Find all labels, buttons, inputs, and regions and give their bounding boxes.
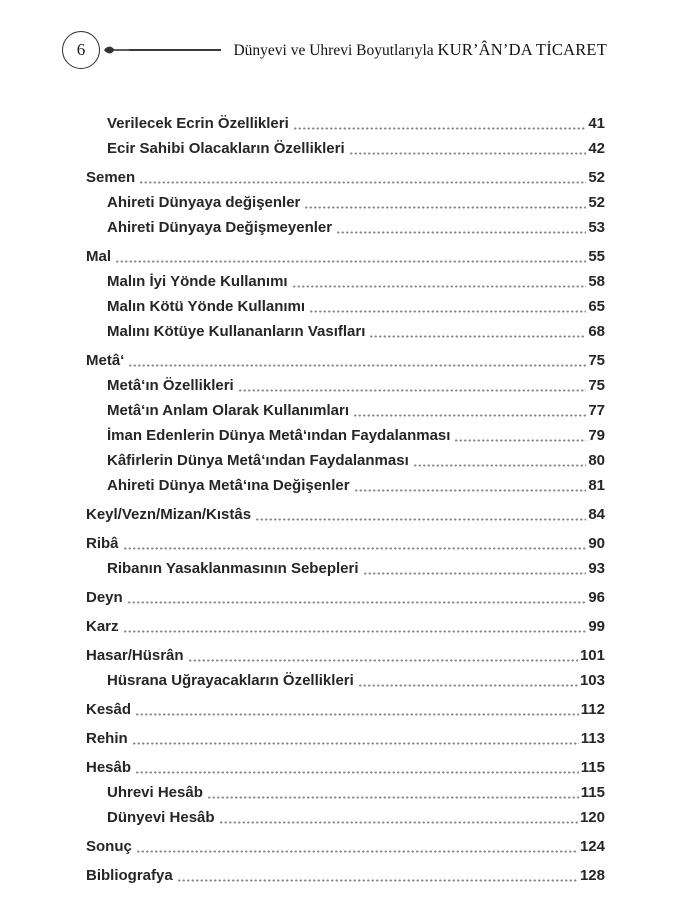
toc-entry-label: Metâ‘ın Anlam Olarak Kullanımları (107, 402, 350, 419)
toc-leader-dots (304, 206, 586, 209)
toc-entry (86, 754, 605, 779)
toc-entry-page: 120 (579, 809, 605, 826)
toc-leader-dots (123, 547, 587, 550)
toc-entry-page: 65 (588, 298, 605, 315)
toc-entry-label: Dünyevi Hesâb (107, 809, 215, 826)
toc-entry-label: Ahireti Dünyaya Değişmeyenler (107, 219, 333, 236)
toc-entry (86, 613, 605, 638)
toc-entry-label: Hesâb (86, 759, 132, 776)
toc-entry-label: Hüsrana Uğrayacakların Özellikleri (107, 672, 354, 689)
toc-entry-page: 79 (588, 427, 605, 444)
toc-entry (86, 501, 605, 526)
toc-entry (86, 642, 605, 667)
toc-entry-page: 115 (580, 759, 605, 776)
toc-entry-label: Bibliografya (86, 867, 173, 884)
toc-entry (86, 667, 605, 692)
toc-entry-page: 52 (588, 194, 605, 211)
toc-entry-page: 80 (588, 452, 605, 469)
page-number-badge (62, 31, 100, 69)
book-title-regular: Dünyevi ve Uhrevi Boyutlarıyla (233, 42, 434, 59)
toc-entry-label: Rehin (86, 730, 128, 747)
toc-entry-page: 68 (588, 323, 605, 340)
toc-entry (86, 214, 605, 239)
toc-entry (86, 243, 605, 268)
toc-entry-page: 93 (588, 560, 605, 577)
book-title (233, 40, 607, 60)
toc-entry (86, 804, 605, 829)
toc-entry-page: 103 (579, 672, 605, 689)
toc-leader-dots (369, 335, 586, 338)
toc-leader-dots (454, 439, 586, 442)
toc-leader-dots (177, 879, 578, 882)
toc-entry (86, 397, 605, 422)
toc-entry-page: 77 (588, 402, 605, 419)
header-rule (129, 49, 221, 51)
toc-entry (86, 779, 605, 804)
toc-leader-dots (127, 601, 587, 604)
toc-entry-page: 41 (588, 115, 605, 132)
toc-entry-page: 96 (588, 589, 605, 606)
toc-entry-label: Ahireti Dünyaya değişenler (107, 194, 301, 211)
toc-entry-page: 101 (579, 647, 605, 664)
toc-entry (86, 189, 605, 214)
page-number: 6 (76, 40, 86, 59)
toc-leader-dots (207, 796, 579, 799)
toc-leader-dots (353, 414, 586, 417)
toc-entry-page: 52 (588, 169, 605, 186)
toc-entry-label: Verilecek Ecrin Özellikleri (107, 115, 289, 132)
toc-entry-page: 99 (588, 618, 605, 635)
toc-entry-page: 84 (588, 506, 605, 523)
toc-entry-label: Malın İyi Yönde Kullanımı (107, 273, 288, 290)
toc-entry-page: 81 (588, 477, 605, 494)
toc-entry-label: Deyn (86, 589, 123, 606)
toc-entry-page: 53 (588, 219, 605, 236)
toc-entry-page: 115 (580, 784, 605, 801)
toc-entry-label: Sonuç (86, 838, 132, 855)
toc-leader-dots (115, 260, 586, 263)
toc-entry (86, 472, 605, 497)
toc-leader-dots (354, 489, 587, 492)
book-title-caps: KUR’ÂN’DA TİCARET (437, 40, 607, 59)
toc-leader-dots (293, 127, 587, 130)
toc-leader-dots (135, 713, 579, 716)
toc-entry-page: 90 (588, 535, 605, 552)
toc-entry-label: Keyl/Vezn/Mizan/Kıstâs (86, 506, 252, 523)
toc-entry (86, 584, 605, 609)
toc-entry (86, 318, 605, 343)
toc-entry (86, 293, 605, 318)
toc-entry (86, 696, 605, 721)
toc-leader-dots (123, 630, 587, 633)
toc-leader-dots (238, 389, 587, 392)
toc-entry-page: 75 (588, 352, 605, 369)
toc-entry-label: Kâfirlerin Dünya Metâ‘ından Faydalanması (107, 452, 409, 469)
toc-entry (86, 372, 605, 397)
toc-entry-page: 55 (588, 248, 605, 265)
toc-entry-page: 128 (579, 867, 605, 884)
toc-entry-label: Malın Kötü Yönde Kullanımı (107, 298, 306, 315)
toc-leader-dots (132, 742, 579, 745)
toc-leader-dots (136, 850, 578, 853)
toc-entry-label: Malını Kötüye Kullananların Vasıfları (107, 323, 366, 340)
toc-entry (86, 164, 605, 189)
page-header (62, 28, 607, 72)
toc-entry-label: Ecir Sahibi Olacakların Özellikleri (107, 140, 345, 157)
toc-entry (86, 135, 605, 160)
toc-entry-label: Ribanın Yasaklanmasının Sebepleri (107, 560, 359, 577)
toc-leader-dots (139, 181, 586, 184)
toc-entry-label: Uhrevi Hesâb (107, 784, 203, 801)
toc-leader-dots (135, 771, 579, 774)
toc-entry-label: Metâ‘ın Özellikleri (107, 377, 234, 394)
toc-entry (86, 422, 605, 447)
toc-entry-page: 58 (588, 273, 605, 290)
toc-leader-dots (255, 518, 586, 521)
toc-entry (86, 833, 605, 858)
toc-entry-page: 42 (588, 140, 605, 157)
toc-entry (86, 725, 605, 750)
toc (86, 110, 605, 887)
toc-entry-label: İman Edenlerin Dünya Metâ‘ından Faydalanması (107, 427, 451, 444)
toc-entry-label: Karz (86, 618, 119, 635)
toc-entry (86, 110, 605, 135)
toc-leader-dots (363, 572, 587, 575)
toc-leader-dots (336, 231, 586, 234)
header-ornament-icon (103, 44, 129, 56)
toc-entry-page: 112 (580, 701, 605, 718)
toc-entry (86, 530, 605, 555)
toc-leader-dots (188, 659, 578, 662)
toc-entry-page: 75 (588, 377, 605, 394)
toc-leader-dots (349, 152, 587, 155)
toc-leader-dots (292, 285, 587, 288)
toc-entry-page: 113 (580, 730, 605, 747)
toc-leader-dots (309, 310, 586, 313)
toc-leader-dots (128, 364, 586, 367)
toc-entry-page: 124 (579, 838, 605, 855)
toc-entry-label: Ribâ (86, 535, 119, 552)
toc-entry (86, 555, 605, 580)
toc-entry-label: Mal (86, 248, 112, 265)
toc-leader-dots (413, 464, 587, 467)
toc-entry-label: Semen (86, 169, 136, 186)
toc-entry-label: Hasar/Hüsrân (86, 647, 184, 664)
toc-entry (86, 268, 605, 293)
toc-entry-label: Ahireti Dünya Metâ‘ına Değişenler (107, 477, 350, 494)
toc-leader-dots (219, 821, 578, 824)
toc-entry (86, 447, 605, 472)
toc-entry-label: Metâ‘ (86, 352, 125, 369)
toc-entry-label: Kesâd (86, 701, 132, 718)
toc-entry (86, 862, 605, 887)
toc-entry (86, 347, 605, 372)
toc-leader-dots (358, 684, 578, 687)
